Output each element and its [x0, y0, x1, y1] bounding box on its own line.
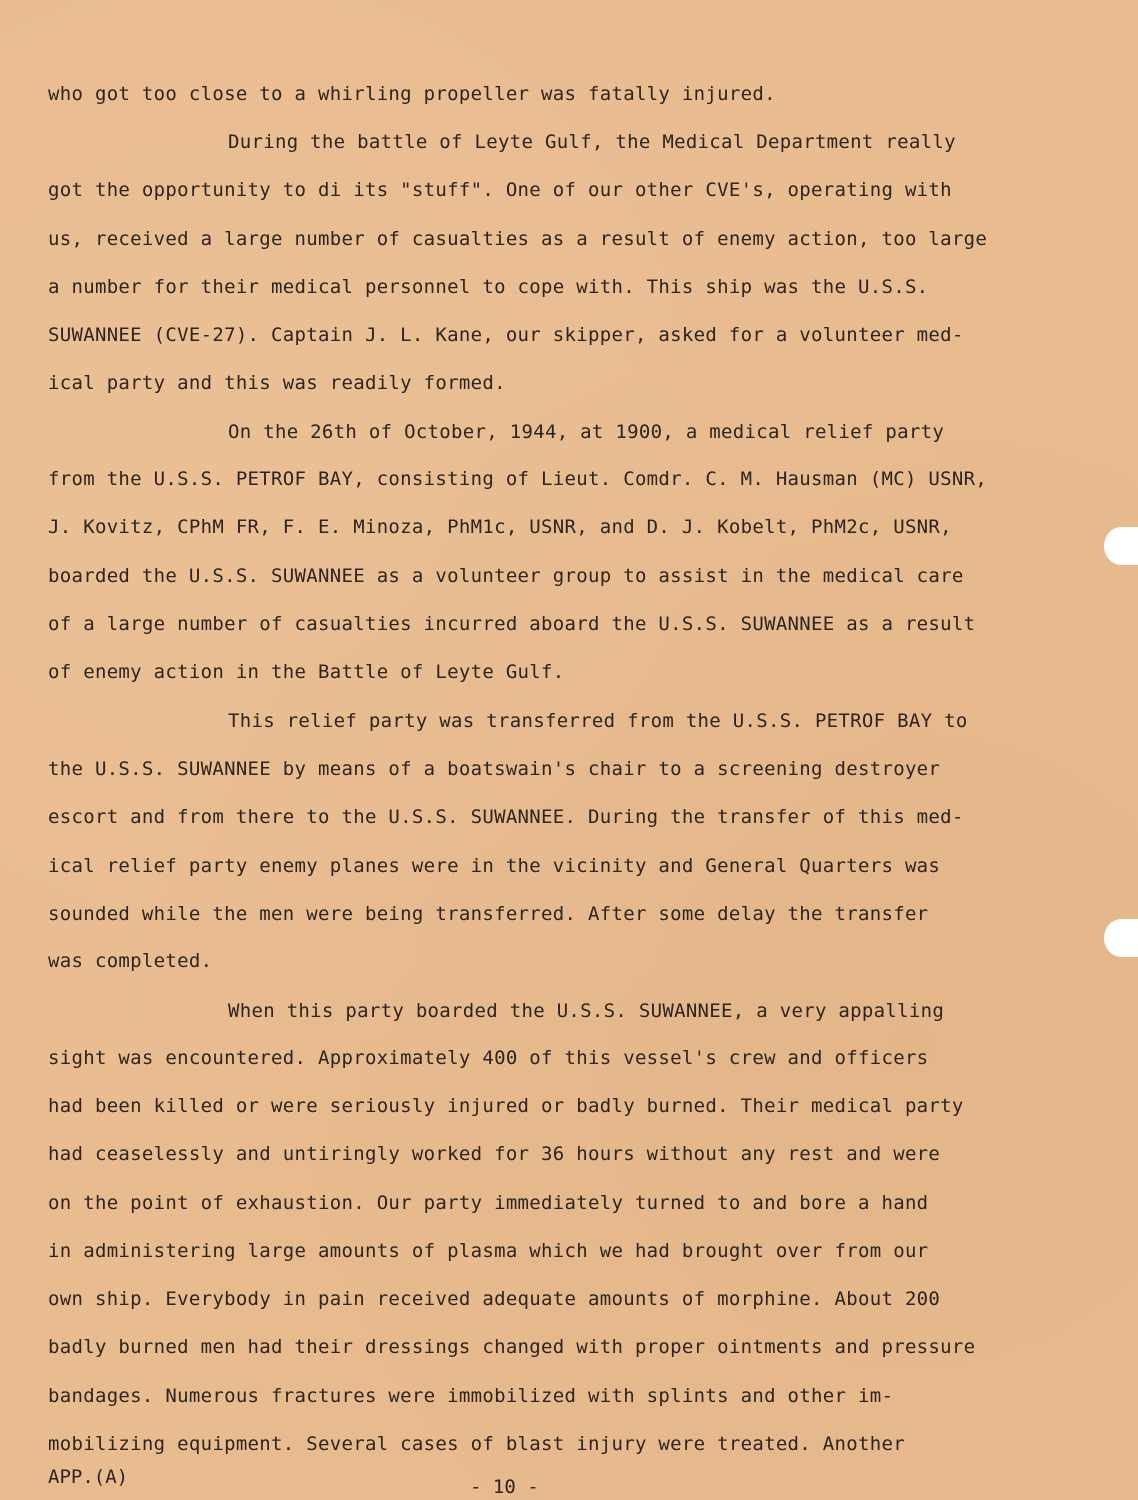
text-line: SUWANNEE (CVE-27). Captain J. L. Kane, our skipper, asked for a volunteer med- — [48, 324, 964, 346]
text-line: on the point of exhaustion. Our party immediately turned to and bore a hand — [48, 1192, 929, 1214]
text-line: was completed. — [48, 950, 213, 972]
text-line: who got too close to a whirling propeller was fatally injured. — [48, 83, 776, 105]
text-line: got the opportunity to di its "stuff". One of our other CVE's, operating with — [48, 179, 952, 201]
text-line: of enemy action in the Battle of Leyte Gulf. — [48, 661, 565, 683]
text-line: sight was encountered. Approximately 400 of this vessel's crew and officers — [48, 1047, 929, 1069]
appendix-label: APP.(A) — [48, 1466, 129, 1488]
text-line: When this party boarded the U.S.S. SUWANNEE, a very appalling — [228, 1000, 945, 1022]
text-line: the U.S.S. SUWANNEE by means of a boatswain's chair to a screening destroyer — [48, 758, 941, 780]
text-line: of a large number of casualties incurred aboard the U.S.S. SUWANNEE as a result — [48, 613, 976, 635]
text-line: ical party and this was readily formed. — [48, 372, 506, 394]
text-line: in administering large amounts of plasma which we had brought over from our — [48, 1240, 929, 1262]
punch-hole — [1104, 919, 1138, 957]
text-line: badly burned men had their dressings changed with proper ointments and pressure — [48, 1336, 976, 1358]
punch-hole — [1104, 527, 1138, 565]
text-line: from the U.S.S. PETROF BAY, consisting of Lieut. Comdr. C. M. Hausman (MC) USNR, — [48, 468, 988, 490]
text-line: a number for their medical personnel to cope with. This ship was the U.S.S. — [48, 276, 929, 298]
text-line: mobilizing equipment. Several cases of blast injury were treated. Another — [48, 1433, 905, 1455]
text-line: ical relief party enemy planes were in the vicinity and General Quarters was — [48, 855, 941, 877]
text-line: had been killed or were seriously injured or badly burned. Their medical party — [48, 1095, 964, 1117]
page-number: - 10 - — [470, 1476, 539, 1498]
text-line: boarded the U.S.S. SUWANNEE as a volunteer group to assist in the medical care — [48, 565, 964, 587]
text-line: During the battle of Leyte Gulf, the Medical Department really — [228, 131, 956, 153]
text-line: own ship. Everybody in pain received adequate amounts of morphine. About 200 — [48, 1288, 941, 1310]
text-line: had ceaselessly and untiringly worked for 36 hours without any rest and were — [48, 1143, 941, 1165]
text-line: This relief party was transferred from the U.S.S. PETROF BAY to — [228, 710, 968, 732]
text-line: J. Kovitz, CPhM FR, F. E. Minoza, PhM1c, USNR, and D. J. Kobelt, PhM2c, USNR, — [48, 516, 952, 538]
text-line: sounded while the men were being transferred. After some delay the transfer — [48, 903, 929, 925]
text-line: us, received a large number of casualties as a result of enemy action, too large — [48, 228, 988, 250]
text-line: escort and from there to the U.S.S. SUWANNEE. During the transfer of this med- — [48, 806, 964, 828]
text-line: bandages. Numerous fractures were immobilized with splints and other im- — [48, 1385, 894, 1407]
text-line: On the 26th of October, 1944, at 1900, a medical relief party — [228, 421, 945, 443]
